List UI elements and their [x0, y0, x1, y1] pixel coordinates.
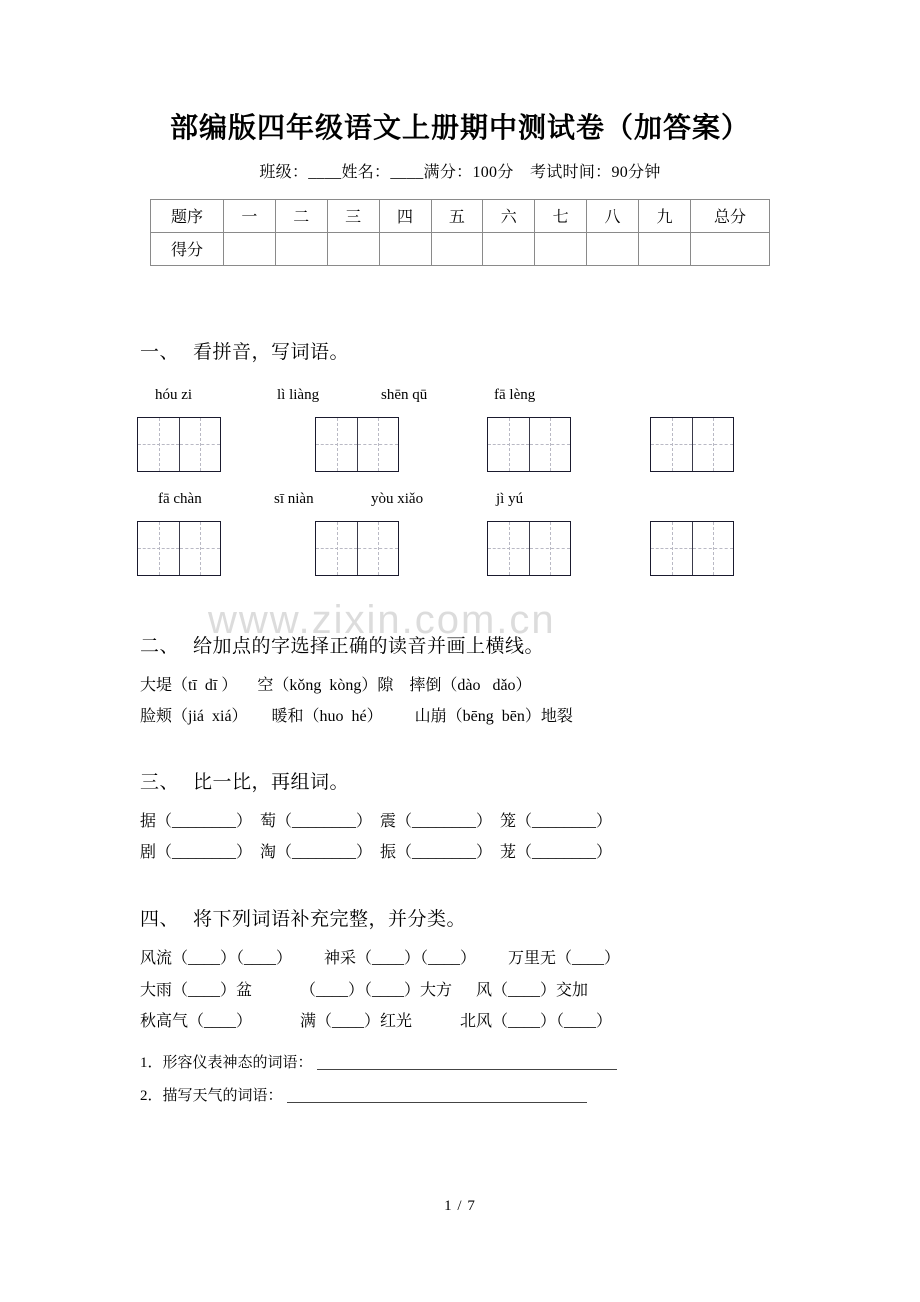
score-table-answer-cell[interactable] — [587, 232, 639, 265]
section-one-number: 一、 — [140, 341, 180, 363]
score-table-answer-cell[interactable] — [224, 232, 276, 265]
score-table-header-cell: 四 — [379, 199, 431, 232]
score-table — [150, 199, 770, 266]
pinyin-label: fā chàn — [158, 490, 202, 507]
tianzige-cell[interactable] — [138, 418, 179, 471]
section-three-heading — [0, 767, 920, 794]
score-table-header-cell: 五 — [431, 199, 483, 232]
section-two-title: 给加点的字选择正确的读音并画上横线。 — [193, 635, 545, 657]
section-three-title: 比一比，再组词。 — [193, 771, 350, 793]
tianzige-cell[interactable] — [529, 418, 570, 471]
tianzige-row-1 — [0, 417, 920, 479]
tianzige-cell[interactable] — [138, 522, 179, 575]
tianzige-box[interactable] — [315, 417, 399, 472]
question-line[interactable]: 剧（________） 淘（________） 振（________） 茏（________） — [140, 844, 613, 862]
score-table-header-cell: 八 — [587, 199, 639, 232]
score-table-header-cell: 二 — [275, 199, 327, 232]
tianzige-cell[interactable] — [488, 522, 529, 575]
tianzige-cell[interactable] — [651, 522, 692, 575]
section-three-number: 三、 — [140, 771, 180, 793]
question-line[interactable]: 大雨（____）盆 （____）（____）大方 风（____）交加 — [140, 981, 589, 999]
exam-info-line: 班级：____姓名：____满分：100分 考试时间：90分钟 — [259, 163, 661, 181]
score-table-answer-cell[interactable] — [379, 232, 431, 265]
tianzige-box[interactable] — [487, 521, 571, 576]
score-table-header-cell: 七 — [535, 199, 587, 232]
pinyin-label: lì liàng — [277, 386, 320, 403]
section-one — [0, 337, 920, 583]
tianzige-cell[interactable] — [488, 418, 529, 471]
tianzige-cell[interactable] — [357, 418, 398, 471]
tianzige-cell[interactable] — [692, 522, 733, 575]
score-table-answer-cell[interactable] — [535, 232, 587, 265]
page-number-footer: 1 / 7 — [444, 1198, 476, 1214]
section-four — [0, 904, 920, 1113]
sub-question — [0, 1047, 920, 1080]
section-two-number: 二、 — [140, 635, 180, 657]
score-table-answer-cell-total[interactable] — [691, 232, 770, 265]
score-table-answer-cell[interactable] — [275, 232, 327, 265]
tianzige-cell[interactable] — [179, 418, 220, 471]
score-table-header-cell: 九 — [639, 199, 691, 232]
tianzige-box[interactable] — [650, 417, 734, 472]
tianzige-cell[interactable] — [529, 522, 570, 575]
section-one-title: 看拼音，写词语。 — [193, 341, 350, 363]
score-table-header-cell: 六 — [483, 199, 535, 232]
tianzige-box[interactable] — [137, 521, 221, 576]
section-one-heading — [0, 337, 920, 364]
score-table-answer-cell[interactable] — [327, 232, 379, 265]
section-four-heading — [0, 904, 920, 931]
tianzige-row-2 — [0, 521, 920, 583]
tianzige-box[interactable] — [487, 417, 571, 472]
question-line[interactable]: 秋高气（____） 满（____）红光 北风（____）（____） — [140, 1012, 613, 1030]
section-three — [0, 767, 920, 868]
question-line[interactable]: 大堤（tī dī ） 空（kǒng kòng）隙 摔倒（dào dǎo） — [140, 676, 532, 694]
question-line[interactable]: 据（________） 萄（________） 震（________） 笼（________） — [140, 812, 613, 830]
tianzige-cell[interactable] — [651, 418, 692, 471]
answer-blank-line[interactable] — [287, 1102, 587, 1103]
pinyin-label: sī niàn — [274, 490, 314, 507]
pinyin-label: fā lèng — [494, 386, 536, 403]
section-four-number: 四、 — [140, 909, 180, 931]
section-two — [0, 631, 920, 732]
score-table-wrapper — [150, 199, 770, 266]
watermark-text: www.zixin.com.cn — [208, 598, 556, 642]
question-line[interactable]: 风流（____）（____） 神采（____）（____） 万里无（____） — [140, 950, 621, 968]
tianzige-cell[interactable] — [692, 418, 733, 471]
score-table-answer-cell[interactable] — [639, 232, 691, 265]
tianzige-cell[interactable] — [179, 522, 220, 575]
table-row — [151, 199, 770, 232]
score-table-row-label: 题序 — [151, 199, 224, 232]
pinyin-label: hóu zi — [155, 386, 193, 403]
section-four-title: 将下列词语补充完整，并分类。 — [193, 909, 467, 931]
score-table-answer-cell[interactable] — [431, 232, 483, 265]
tianzige-box[interactable] — [650, 521, 734, 576]
score-table-header-cell-total: 总分 — [691, 199, 770, 232]
question-line[interactable]: 脸颊（jiá xiá） 暖和（huo hé） 山崩（bēng bēn）地裂 — [140, 707, 573, 725]
score-table-header-cell: 一 — [224, 199, 276, 232]
score-table-row-label: 得分 — [151, 232, 224, 265]
score-table-answer-cell[interactable] — [483, 232, 535, 265]
page-title: 部编版四年级语文上册期中测试卷（加答案） — [169, 113, 750, 144]
pinyin-label: jì yú — [496, 490, 524, 507]
table-row — [151, 232, 770, 265]
section-two-heading — [0, 631, 920, 658]
answer-blank-line[interactable] — [317, 1069, 617, 1070]
tianzige-cell[interactable] — [357, 522, 398, 575]
tianzige-cell[interactable] — [316, 418, 357, 471]
tianzige-box[interactable] — [315, 521, 399, 576]
pinyin-row-2 — [0, 491, 920, 519]
tianzige-cell[interactable] — [316, 522, 357, 575]
pinyin-label: yòu xiǎo — [371, 490, 424, 507]
pinyin-label: shēn qū — [381, 386, 428, 403]
sub-question-label: 1．形容仪表神态的词语： — [140, 1054, 313, 1071]
pinyin-row-1 — [0, 387, 920, 415]
sub-question-label: 2．描写天气的词语： — [140, 1087, 283, 1104]
score-table-header-cell: 三 — [327, 199, 379, 232]
sub-question — [0, 1080, 920, 1113]
tianzige-box[interactable] — [137, 417, 221, 472]
